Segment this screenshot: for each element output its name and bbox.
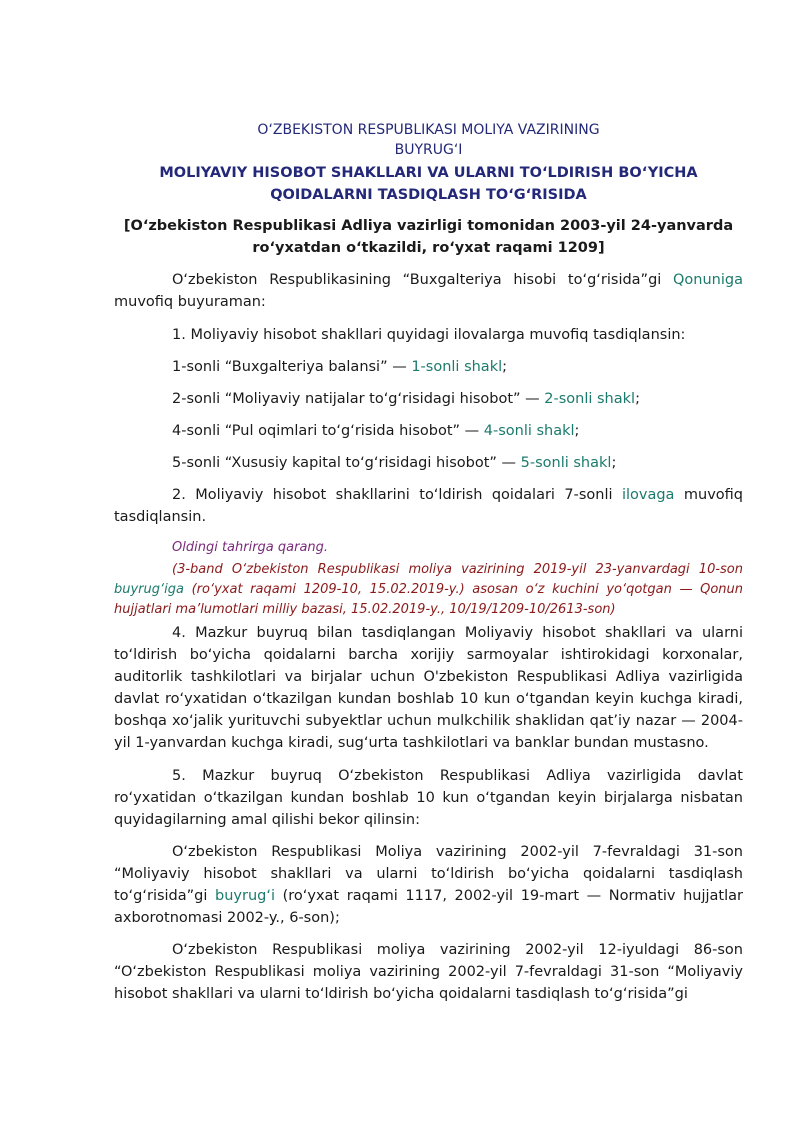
- intro-text-end: muvofiq buyuraman:: [114, 294, 266, 310]
- intro-text: O‘zbekiston Respublikasining “Buxgalteriya hisobi to‘g‘risida”gi: [172, 272, 674, 288]
- registration-note: [114, 215, 743, 259]
- amendment-text: (3-band O‘zbekiston Respublikasi moliya vazirining 2019-yil 23-yanvardagi 10-son: [172, 562, 743, 577]
- form-end: ;: [635, 391, 640, 407]
- form-1-link[interactable]: 1-sonli shakl: [411, 359, 503, 375]
- cancelled-order-2: O‘zbekiston Respublikasi moliya vazirining 2002-yil 12-iyuldagi 86-son “O‘zbekiston Respublikasi moliya vazirining 2002-yil 7-fevraldagi 31-son “Moliyaviy hisobot shakllari va ularni to‘ldirish bo‘yicha qoidalarni tasdiqlash to‘g‘risida”gi: [114, 942, 743, 1002]
- form-5-link[interactable]: 5-sonli shakl: [520, 455, 612, 471]
- document-title: [114, 162, 743, 206]
- form-item-4: [114, 420, 743, 442]
- intro-paragraph: [114, 269, 743, 313]
- amendment-text-end: (ro‘yxat raqami 1209-10, 15.02.2019-y.) asosan o‘z kuchini yo‘qotgan — Qonun hujjatlari ma’lumotlari milliy bazasi, 15.02.2019-y., 10/19/1209-10/2613-son): [114, 582, 743, 617]
- form-text: 5-sonli “Xususiy kapital to‘g‘risidagi hisobot” —: [172, 455, 521, 471]
- form-end: ;: [611, 455, 617, 471]
- item-5: 5. Mazkur buyruq O‘zbekiston Respublikasi Adliya vazirligida davlat ro‘yxatidan o‘tkazilgan kundan boshlab 10 kun o‘tgandan keyin birjalarga nisbatan quyidagilarning amal qilishi bekor qilinsin:: [114, 768, 743, 828]
- title-line-1: MOLIYAVIY HISOBOT SHAKLLARI VA ULARNI TO‘LDIRISH BO‘YICHA: [159, 165, 698, 181]
- amendment-note: [114, 560, 743, 620]
- form-end: ;: [502, 359, 508, 375]
- item-2: [114, 484, 743, 528]
- amendment-order-link[interactable]: buyrug‘iga: [114, 582, 184, 597]
- issuer-line: O‘ZBEKISTON RESPUBLIKASI MOLIYA VAZIRINING: [257, 122, 600, 138]
- document-header: [114, 120, 743, 206]
- form-item-2: [114, 388, 743, 410]
- appendix-link[interactable]: ilovaga: [621, 487, 675, 503]
- item-4: 4. Mazkur buyruq bilan tasdiqlangan Moliyaviy hisobot shakllari va ularni to‘ldirish bo‘yicha qoidalarni barcha xorijiy sarmoyalar ishtirokidagi korxonalar, auditorlik tashkilotlari va birjalar uchun O'zbekiston Respublikasi Adliya vazirligida davlat ro‘yxatidan o‘tkazilgan kundan boshlab 10 kun o‘tgandan keyin kuchga kiradi, boshqa xo‘jalik yurituvchi subyektlar uchun mulkchilik shaklidan qat’iy nazar — 2004-yil 1-yanvardan kuchga kiradi, sug‘urta tashkilotlari va banklar bundan mustasno.: [114, 625, 743, 751]
- item-2-text-end: muvofiq tasdiqlansin.: [114, 487, 743, 525]
- document-type: BUYRUG‘I: [394, 142, 463, 158]
- form-2-link[interactable]: 2-sonli shakl: [544, 391, 636, 407]
- form-item-1: [114, 356, 743, 378]
- form-text: 2-sonli “Moliyaviy natijalar to‘g‘risidagi hisobot” —: [172, 391, 545, 407]
- cancelled-order-text: O‘zbekiston Respublikasi Moliya vazirining 2002-yil 7-fevraldagi 31-son “Moliyaviy hisobot shakllari va ularni to‘ldirish bo‘yicha qoidalarni tasdiqlash to‘g‘risida”gi: [114, 844, 743, 904]
- previous-edition-link[interactable]: Oldingi tahrirga qarang.: [172, 540, 329, 555]
- title-line-2: QOIDALARNI TASDIQLASH TO‘G‘RISIDA: [270, 187, 587, 203]
- form-item-5: [114, 452, 743, 474]
- law-link[interactable]: Qonuniga: [673, 272, 743, 288]
- cancelled-order-1: [114, 841, 743, 929]
- item-2-text: 2. Moliyaviy hisobot shakllarini to‘ldirish qoidalari 7-sonli: [172, 487, 622, 503]
- cancelled-order-text-end: (ro‘yxat raqami 1117, 2002-yil 19-mart — Normativ hujjatlar axborotnomasi 2002-y., 6-son);: [114, 888, 743, 926]
- form-text: 1-sonli “Buxgalteriya balansi” —: [172, 359, 412, 375]
- registration-line-2: ro‘yxatdan o‘tkazildi, ro‘yxat raqami 1209]: [252, 240, 605, 256]
- registration-line-1: [O‘zbekiston Respublikasi Adliya vazirligi tomonidan 2003-yil 24-yanvarda: [123, 218, 734, 234]
- item-1: 1. Moliyaviy hisobot shakllari quyidagi ilovalarga muvofiq tasdiqlansin:: [172, 327, 686, 343]
- form-text: 4-sonli “Pul oqimlari to‘g‘risida hisobot” —: [172, 423, 484, 439]
- cancelled-order-link[interactable]: buyrug‘i: [215, 888, 275, 904]
- document-body: [114, 120, 743, 1005]
- form-end: ;: [574, 423, 580, 439]
- form-4-link[interactable]: 4-sonli shakl: [483, 423, 575, 439]
